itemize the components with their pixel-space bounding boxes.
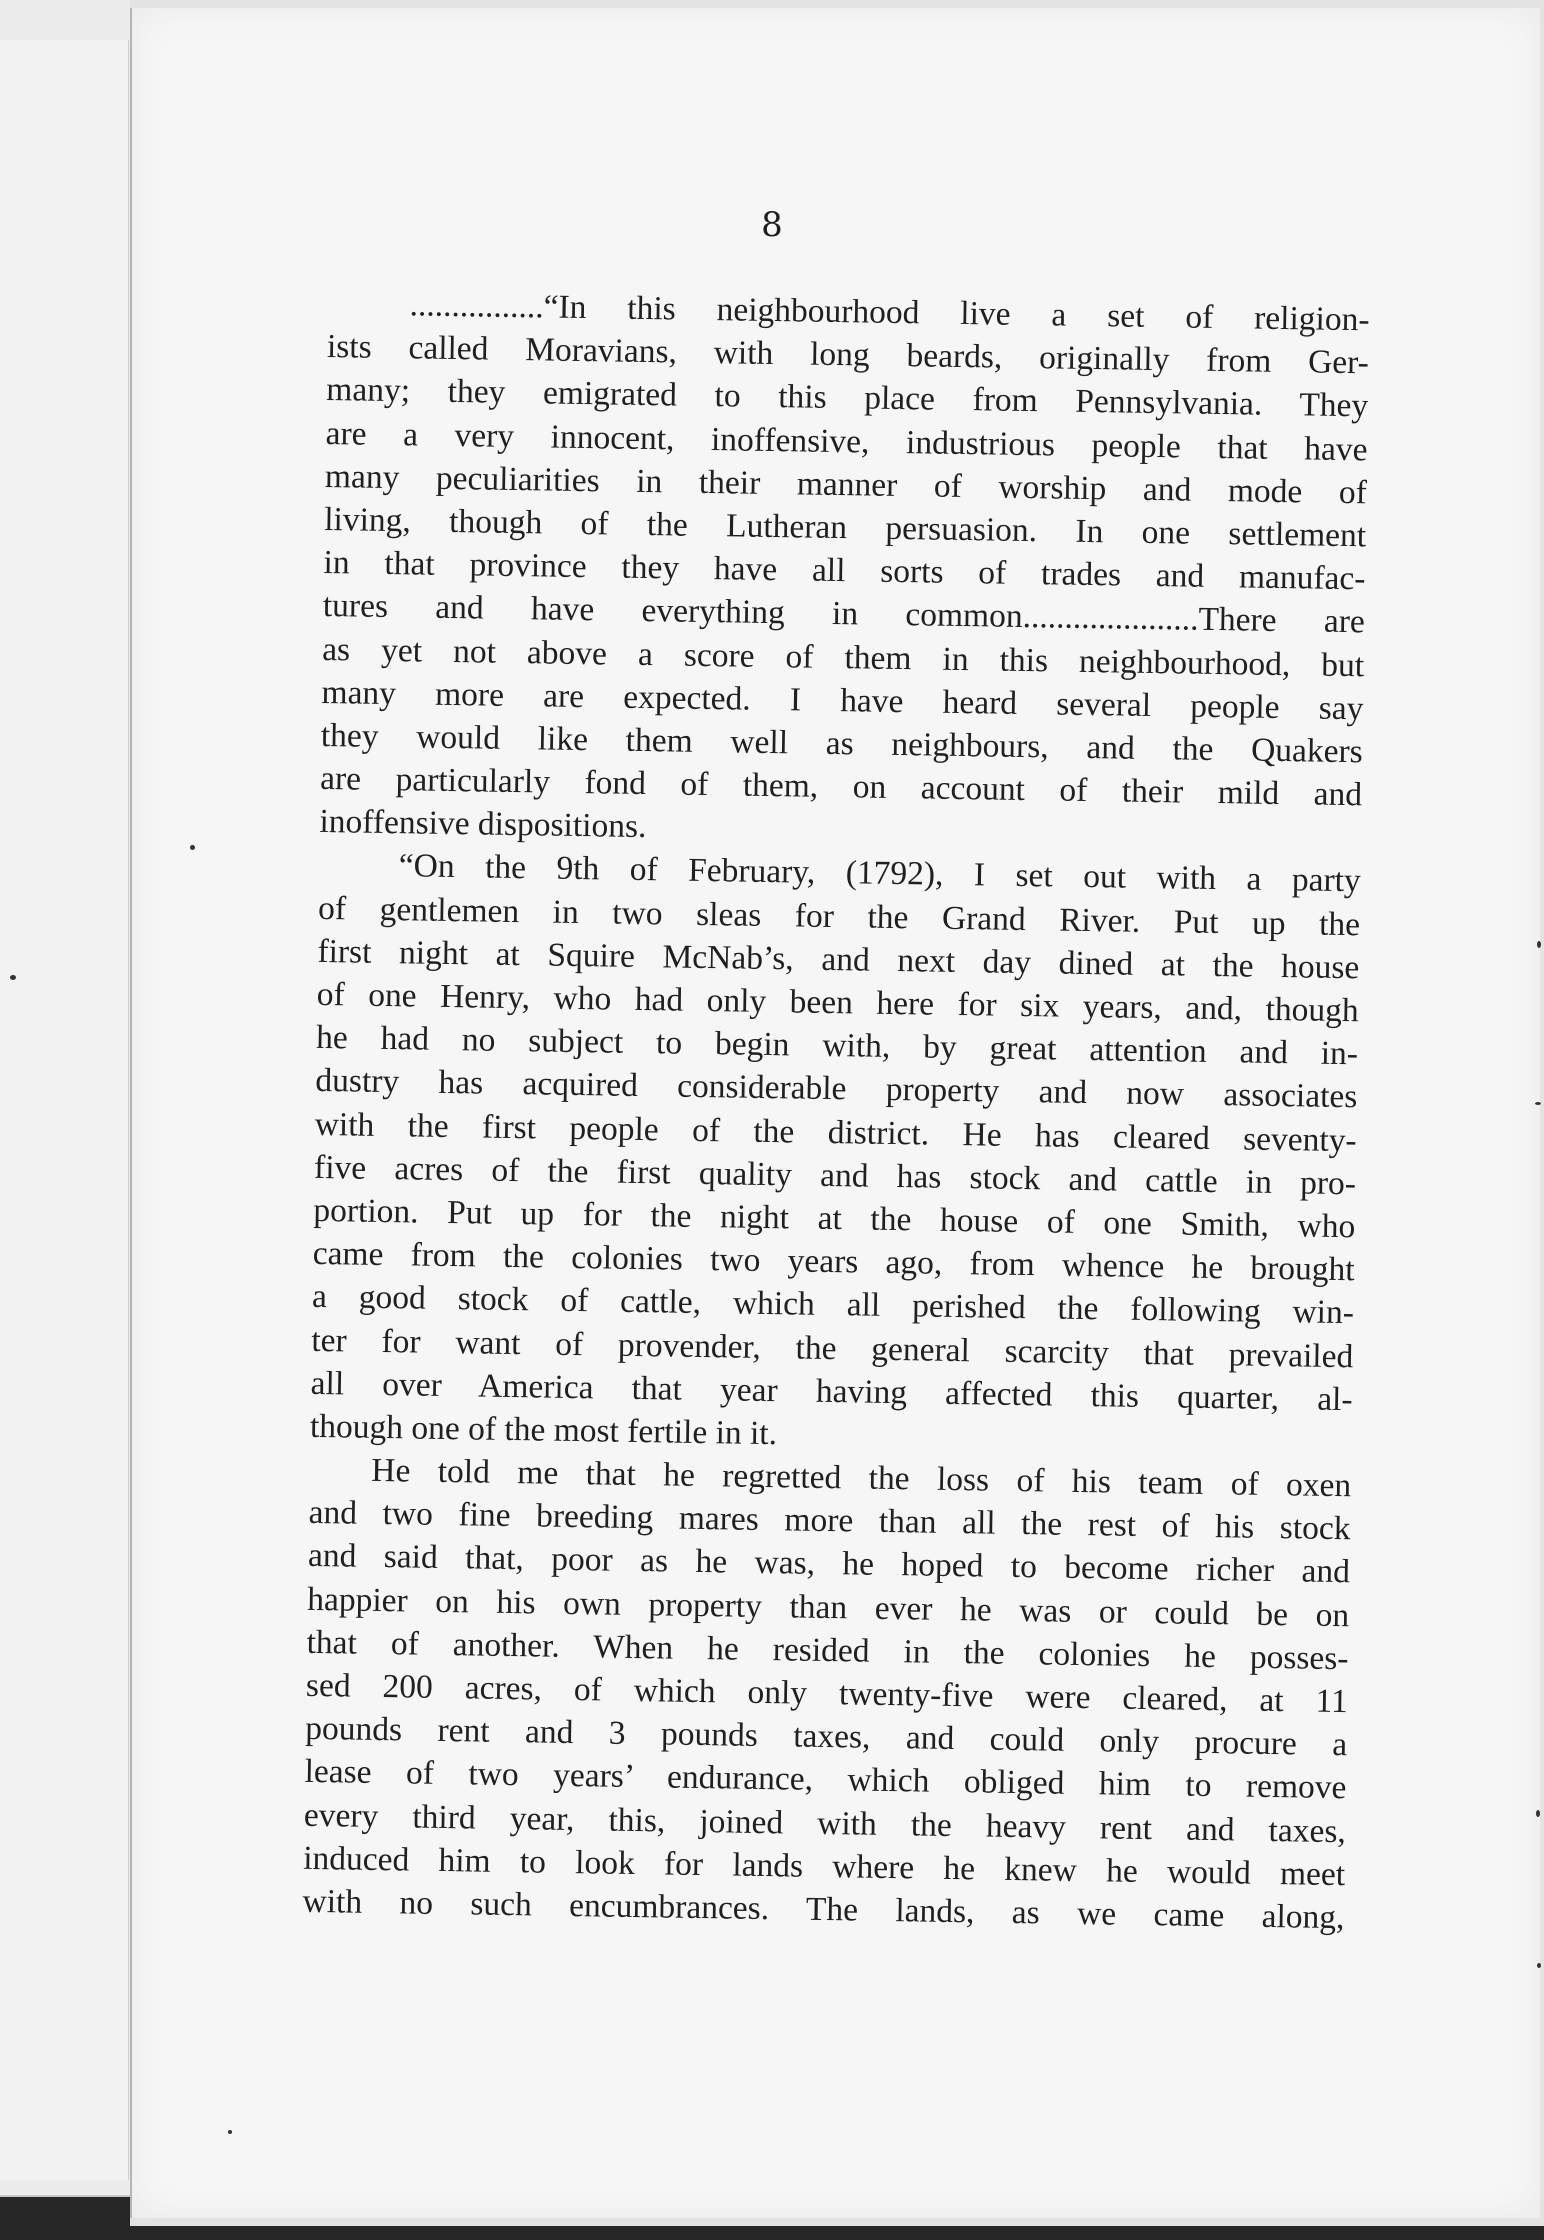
text-line: five acres of the first quality and has stock and cattle in pro- bbox=[313, 1148, 1357, 1203]
text-line: came from the colonies two years ago, from whence he brought bbox=[312, 1235, 1355, 1289]
scan-speck bbox=[1537, 1963, 1541, 1968]
scan-speck bbox=[1536, 1810, 1540, 1817]
text-line: ................“In this neighbourhood live a set of religion- bbox=[409, 286, 1370, 339]
text-line: portion. Put up for the night at the house of one Smith, who bbox=[313, 1191, 1356, 1246]
text-line: and two fine breeding mares more than all the rest of his stock bbox=[308, 1494, 1351, 1548]
scan-speck bbox=[10, 975, 16, 980]
body-text bbox=[302, 282, 1370, 1939]
paragraph-2 bbox=[310, 843, 1361, 1464]
text-line: though one of the most fertile in it. bbox=[309, 1407, 778, 1453]
text-line: ter for want of provender, the general scarcity that prevailed bbox=[311, 1321, 1354, 1375]
text-line: lease of two years’ endurance, which obliged him to remove bbox=[304, 1753, 1347, 1807]
text-line: “On the 9th of February, (1792), I set out with a party bbox=[398, 847, 1362, 900]
text-line: many; they emigrated to this place from Pennsylvania. They bbox=[326, 371, 1369, 425]
scan-speck bbox=[190, 845, 195, 850]
text-line: every third year, this, joined with the heavy rent and taxes, bbox=[303, 1796, 1347, 1850]
text-line: first night at Squire McNab’s, and next day dined at the house bbox=[317, 932, 1360, 987]
text-line: tures and have everything in common.....................There are bbox=[322, 587, 1366, 641]
text-line: as yet not above a score of them in this neighbourhood, but bbox=[321, 630, 1365, 684]
scan-speck bbox=[1535, 1102, 1541, 1105]
text-line: all over America that year having affected this quarter, al- bbox=[310, 1364, 1353, 1418]
text-line: of one Henry, who had only been here for six years, and, though bbox=[316, 975, 1359, 1030]
text-line: are particularly fond of them, on account of their mild and bbox=[319, 760, 1363, 814]
text-line: living, though of the Lutheran persuasion. In one settlement bbox=[323, 500, 1367, 555]
text-line: a good stock of cattle, which all perished the following win- bbox=[311, 1278, 1355, 1332]
text-line: sed 200 acres, of which only twenty-five were cleared, at 11 bbox=[305, 1666, 1349, 1721]
paragraph-3 bbox=[302, 1448, 1351, 1939]
left-page-edge bbox=[0, 40, 129, 2180]
text-line: of gentlemen in two sleas for the Grand River. Put up the bbox=[317, 889, 1361, 943]
scan-speck bbox=[228, 2130, 232, 2134]
text-line: ists called Moravians, with long beards, originally from Ger- bbox=[326, 328, 1370, 382]
text-line: that of another. When he resided in the colonies he posses- bbox=[306, 1623, 1349, 1678]
paragraph-1 bbox=[319, 282, 1370, 860]
text-line: with no such encumbrances. The lands, as we came along, bbox=[302, 1882, 1345, 1937]
text-line: many peculiarities in their manner of worship and mode of bbox=[324, 457, 1368, 512]
text-line: he had no subject to begin with, by great attention and in- bbox=[315, 1019, 1359, 1073]
text-line: many more are expected. I have heard several people say bbox=[321, 673, 1364, 728]
text-line: with the first people of the district. He has cleared seventy- bbox=[314, 1105, 1357, 1159]
scan-speck bbox=[1537, 941, 1541, 948]
text-line: dustry has acquired considerable property and now associates bbox=[315, 1062, 1358, 1116]
text-line: He told me that he regretted the loss of his team of oxen bbox=[371, 1451, 1352, 1505]
text-line: are a very innocent, inoffensive, industrious people that have bbox=[325, 414, 1368, 468]
page-number: 8 bbox=[761, 205, 783, 245]
text-line: in that province they have all sorts of trades and manufac- bbox=[323, 544, 1366, 598]
text-line: and said that, poor as he was, he hoped to become richer and bbox=[307, 1537, 1351, 1591]
text-line: pounds rent and 3 pounds taxes, and could only procure a bbox=[304, 1710, 1348, 1764]
text-line: they would like them well as neighbours, and the Quakers bbox=[320, 716, 1364, 771]
text-line: inoffensive dispositions. bbox=[319, 803, 647, 846]
text-line: happier on his own property than ever he was or could be on bbox=[307, 1580, 1350, 1634]
text-line: induced him to look for lands where he knew he would meet bbox=[302, 1839, 1346, 1893]
